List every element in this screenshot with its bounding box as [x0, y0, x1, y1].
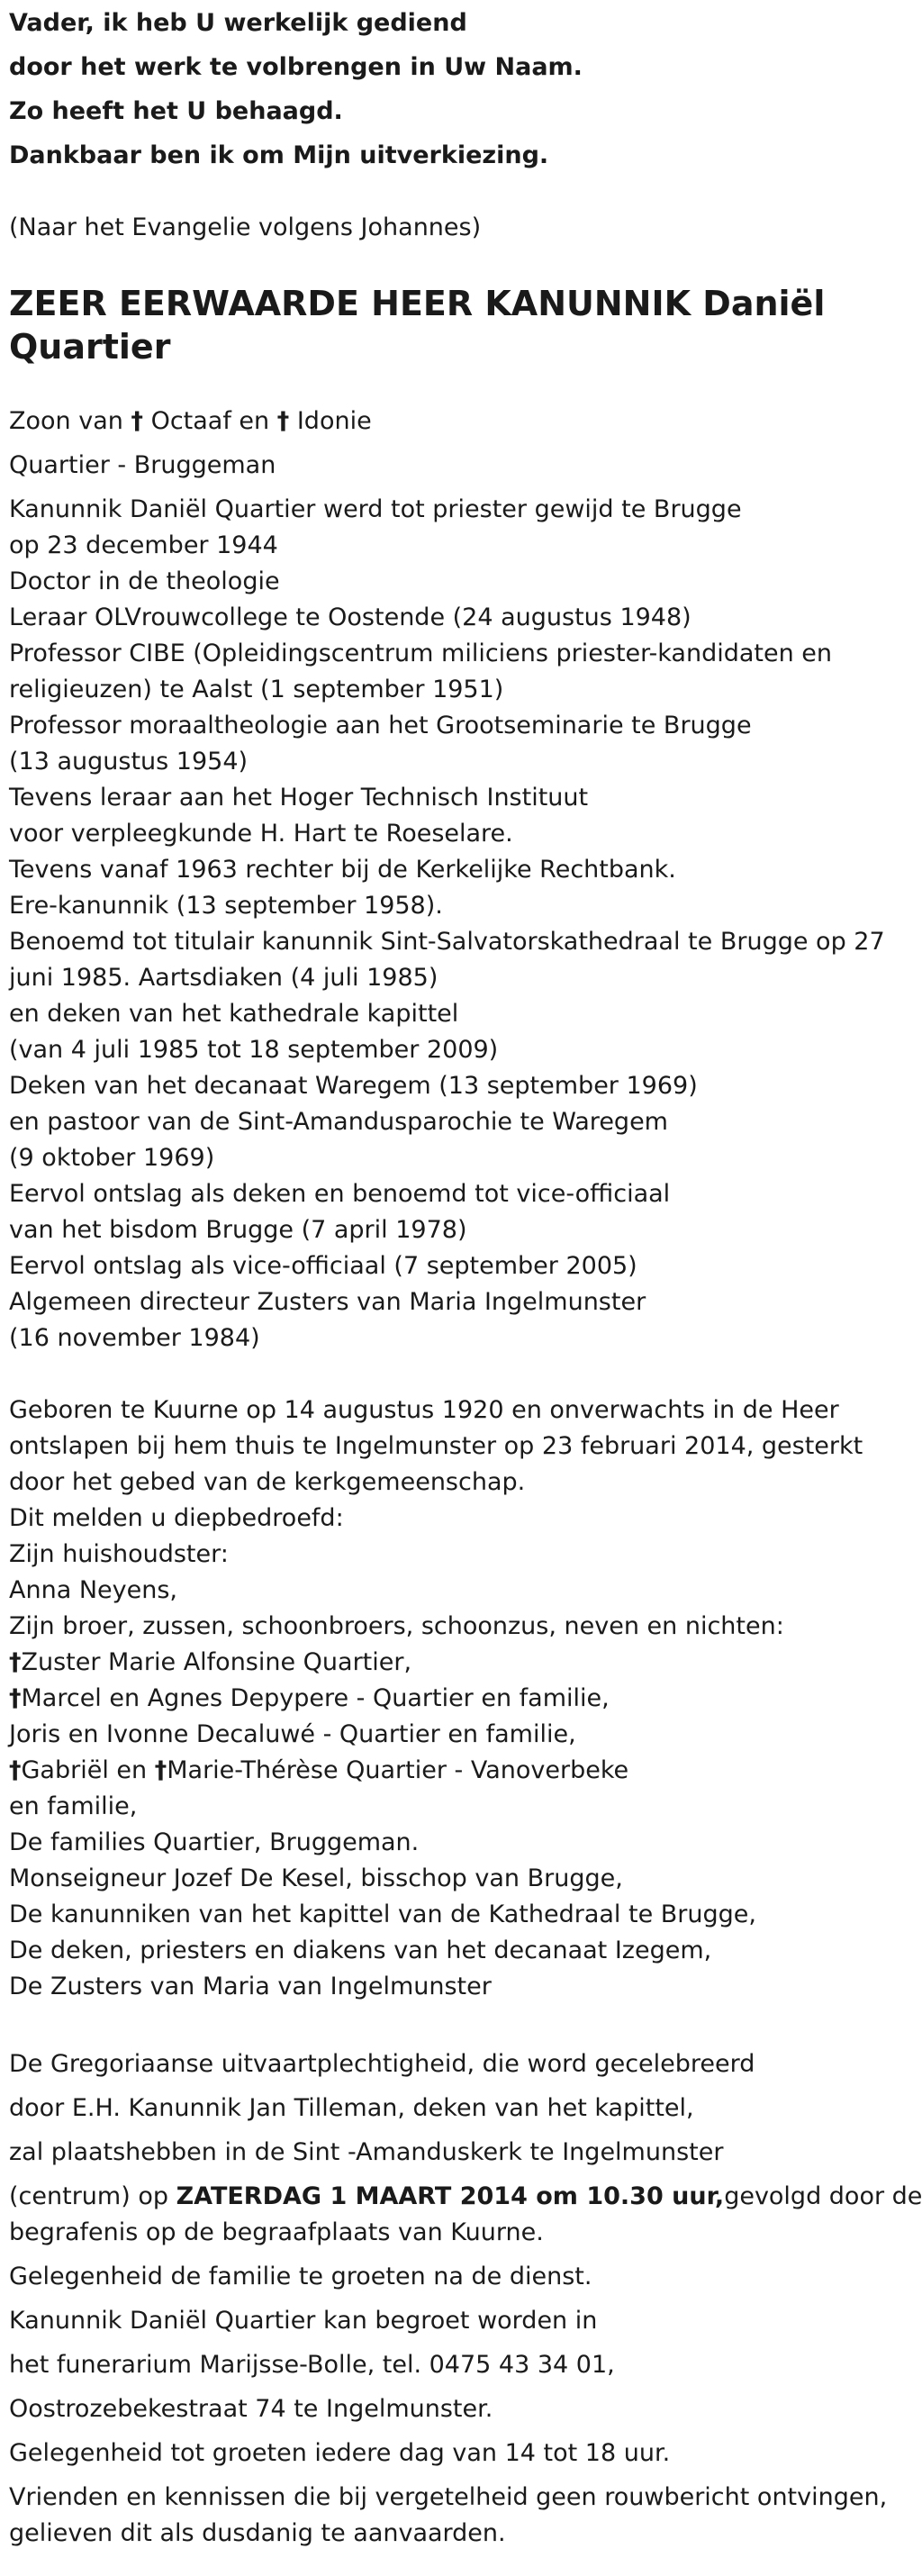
career-line: Eervol ontslag als deken en benoemd tot vice-officiaal [9, 1180, 671, 1208]
funeral-line: zal plaatshebben in de Sint -Amanduskerk te Ingelmunster [9, 2138, 724, 2166]
career-line: Benoemd tot titulair kanunnik Sint-Salvatorskathedraal te Brugge op 27 [9, 928, 885, 956]
mourner-line: †Gabriël en †Marie-Thérèse Quartier - Vanoverbeke [9, 1756, 629, 1784]
career-line: Professor CIBE (Opleidingscentrum miliciens priester-kandidaten en [9, 639, 833, 667]
funeral-line: door E.H. Kanunnik Jan Tilleman, deken van het kapittel, [9, 2094, 694, 2122]
career-line: Kanunnik Daniël Quartier werd tot priester gewijd te Brugge [9, 495, 742, 523]
quote-line: Zo heeft het U behaagd. [9, 97, 343, 125]
death-line: ontslapen bij hem thuis te Ingelmunster op 23 februari 2014, gesterkt [9, 1432, 863, 1460]
quote-source: (Naar het Evangelie volgens Johannes) [9, 213, 482, 241]
funeral-line: De Gregoriaanse uitvaartplechtigheid, die word gecelebreerd [9, 2050, 755, 2078]
career-line: en pastoor van de Sint-Amandusparochie te Waregem [9, 1108, 668, 1136]
mourners-intro: Dit melden u diepbedroefd: [9, 1504, 344, 1532]
death-line: Geboren te Kuurne op 14 augustus 1920 en onverwachts in de Heer [9, 1396, 839, 1424]
career-line: op 23 december 1944 [9, 531, 278, 559]
cross-icon: † [9, 1756, 22, 1784]
mourner-line: De families Quartier, Bruggeman. [9, 1828, 420, 1856]
career-line: Tevens vanaf 1963 rechter bij de Kerkelijke Rechtbank. [9, 856, 676, 884]
funeral-date: ZATERDAG 1 MAART 2014 om 10.30 uur, [176, 2182, 725, 2210]
funeral-line: Oostrozebekestraat 74 te Ingelmunster. [9, 2395, 493, 2423]
career-line: van het bisdom Brugge (7 april 1978) [9, 1216, 467, 1244]
family-names: Quartier - Bruggeman [9, 451, 276, 479]
career-line: Eervol ontslag als vice-officiaal (7 september 2005) [9, 1252, 637, 1280]
mother-name: Idonie [296, 407, 372, 435]
parents-line [9, 404, 372, 440]
page-title: ZEER EERWAARDE HEER KANUNNIK Daniël Quartier [9, 284, 826, 367]
career-line: Deken van het decanaat Waregem (13 september 1969) [9, 1072, 698, 1100]
funeral-line: Gelegenheid de familie te groeten na de dienst. [9, 2263, 592, 2290]
career-line: Ere-kanunnik (13 september 1958). [9, 892, 443, 920]
mourners-section [9, 1501, 784, 2005]
funeral-line: begrafenis op de begraafplaats van Kuurne. [9, 2218, 544, 2246]
quote-line: Vader, ik heb U werkelijk gediend [9, 9, 467, 37]
quote-line: Dankbaar ben ik om Mijn uitverkiezing. [9, 141, 549, 169]
career-line: (16 november 1984) [9, 1324, 260, 1352]
siblings-intro: Zijn broer, zussen, schoonbroers, schoonzus, neven en nichten: [9, 1612, 784, 1640]
mourner-line: De deken, priesters en diakens van het decanaat Izegem, [9, 1937, 712, 1964]
cross-icon: † [9, 1648, 22, 1676]
mourner-line: De kanunniken van het kapittel van de Kathedraal te Brugge, [9, 1900, 756, 1928]
career-line: Tevens leraar aan het Hoger Technisch Instituut [9, 784, 589, 812]
housekeeper-name: Anna Neyens, [9, 1576, 177, 1604]
career-line: Algemeen directeur Zusters van Maria Ingelmunster [9, 1288, 646, 1316]
career-line: juni 1985. Aartsdiaken (4 juli 1985) [9, 964, 438, 992]
funeral-line: Vrienden en kennissen die bij vergetelheid geen rouwbericht ontvingen, [9, 2483, 888, 2511]
career-section [9, 492, 885, 1356]
cross-icon: † [131, 407, 143, 435]
mourner-line: Monseigneur Jozef De Kesel, bisschop van Brugge, [9, 1864, 623, 1892]
mourner-line: en familie, [9, 1792, 138, 1820]
career-line: Leraar OLVrouwcollege te Oostende (24 augustus 1948) [9, 603, 692, 631]
mourner-line: †Zuster Marie Alfonsine Quartier, [9, 1648, 412, 1676]
funeral-line: gelieven dit als dusdanig te aanvaarden. [9, 2519, 506, 2547]
cross-icon: † [276, 407, 290, 435]
career-line: Professor moraaltheologie aan het Grootseminarie te Brugge [9, 712, 752, 739]
funeral-line: het funerarium Marijsse-Bolle, tel. 0475 43 34 01, [9, 2351, 615, 2379]
housekeeper-label: Zijn huishoudster: [9, 1540, 229, 1568]
career-line: en deken van het kathedrale kapittel [9, 1000, 459, 1028]
funeral-line: Gelegenheid tot groeten iedere dag van 14 tot 18 uur. [9, 2439, 671, 2467]
career-line: voor verpleegkunde H. Hart te Roeselare. [9, 820, 513, 848]
funeral-date-line: (centrum) op ZATERDAG 1 MAART 2014 om 10.30 uur,gevolgd door de [9, 2182, 922, 2210]
death-section [9, 1392, 863, 1501]
funeral-line: Kanunnik Daniël Quartier kan begroet worden in [9, 2307, 598, 2335]
death-line: door het gebed van de kerkgemeenschap. [9, 1468, 526, 1496]
cross-icon: † [9, 1684, 22, 1712]
mourner-line: De Zusters van Maria van Ingelmunster [9, 1973, 492, 2000]
parents-prefix: Zoon van [9, 407, 123, 435]
quote-line: door het werk te volbrengen in Uw Naam. [9, 53, 583, 81]
mourner-line: †Marcel en Agnes Depypere - Quartier en familie, [9, 1684, 610, 1712]
career-line: (13 augustus 1954) [9, 748, 249, 776]
father-name: Octaaf en [150, 407, 270, 435]
cross-icon: † [154, 1756, 167, 1784]
career-line: Doctor in de theologie [9, 567, 280, 595]
career-line: (9 oktober 1969) [9, 1144, 215, 1172]
mourner-line: Joris en Ivonne Decaluwé - Quartier en familie, [9, 1720, 576, 1748]
career-line: religieuzen) te Aalst (1 september 1951) [9, 676, 504, 703]
career-line: (van 4 juli 1985 tot 18 september 2009) [9, 1036, 499, 1064]
